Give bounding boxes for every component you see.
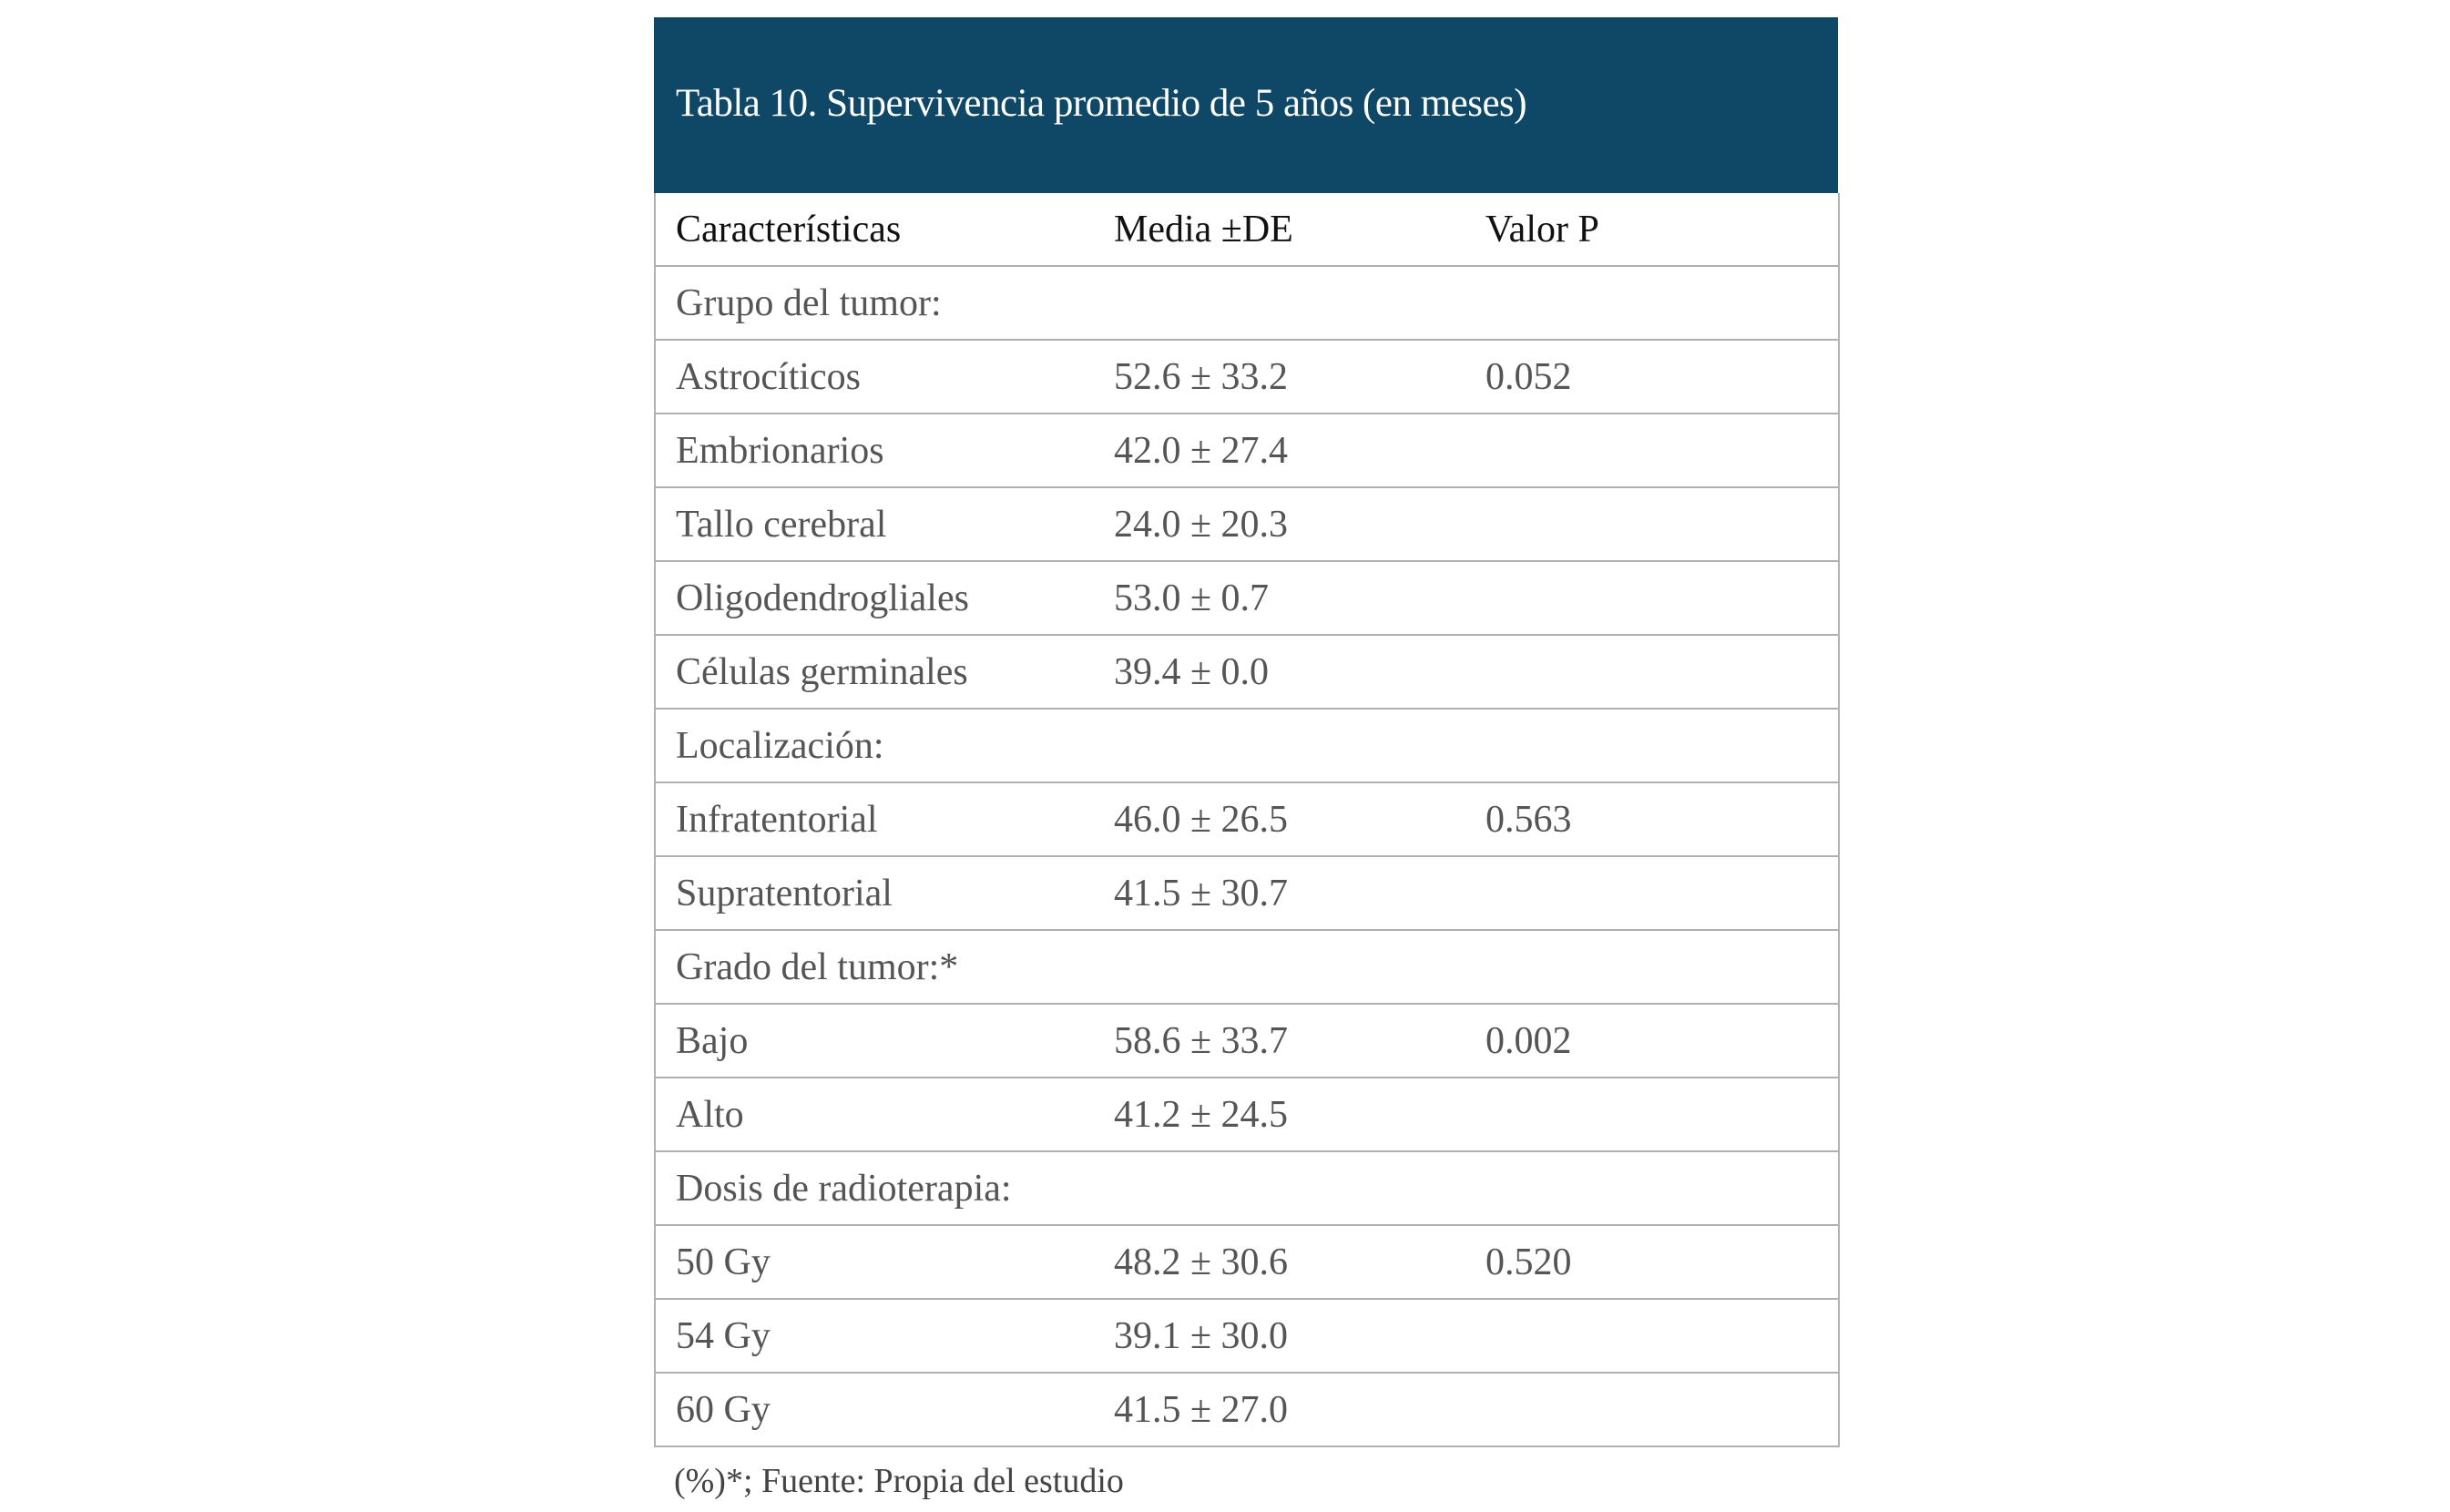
cell-p-value (1465, 414, 1839, 487)
table-row (655, 635, 1839, 709)
cell-p-value: 0.563 (1465, 782, 1839, 856)
cell-mean-sd: 24.0 ± 20.3 (1094, 487, 1465, 561)
cell-p-value (1465, 1078, 1839, 1151)
cell-characteristic: Oligodendrogliales (655, 561, 1094, 635)
cell-p-value (1465, 635, 1839, 709)
cell-characteristic: 54 Gy (655, 1299, 1094, 1373)
cell-mean-sd: 39.1 ± 30.0 (1094, 1299, 1465, 1373)
cell-mean-sd: 39.4 ± 0.0 (1094, 635, 1465, 709)
cell-mean-sd (1094, 930, 1465, 1004)
table-row (655, 782, 1839, 856)
cell-mean-sd (1094, 709, 1465, 782)
table-row (655, 930, 1839, 1004)
table-row (655, 709, 1839, 782)
cell-characteristic: Astrocíticos (655, 340, 1094, 414)
table-row (655, 1078, 1839, 1151)
cell-characteristic: Células germinales (655, 635, 1094, 709)
cell-mean-sd: 41.5 ± 27.0 (1094, 1373, 1465, 1446)
cell-characteristic: 50 Gy (655, 1225, 1094, 1299)
cell-characteristic: Dosis de radioterapia: (655, 1151, 1094, 1225)
cell-p-value (1465, 930, 1839, 1004)
table-title-bar (654, 17, 1838, 193)
table-footnote: (%)*; Fuente: Propia del estudio (674, 1462, 1124, 1500)
table-row (655, 487, 1839, 561)
table-row (655, 856, 1839, 930)
cell-mean-sd: 53.0 ± 0.7 (1094, 561, 1465, 635)
cell-p-value (1465, 561, 1839, 635)
cell-p-value (1465, 1151, 1839, 1225)
cell-mean-sd: 48.2 ± 30.6 (1094, 1225, 1465, 1299)
table-row (655, 1004, 1839, 1078)
cell-mean-sd: 46.0 ± 26.5 (1094, 782, 1465, 856)
cell-p-value (1465, 1373, 1839, 1446)
table-title: Tabla 10. Supervivencia promedio de 5 años (en meses) (676, 82, 1527, 125)
survival-table (654, 17, 1838, 1447)
cell-mean-sd: 41.5 ± 30.7 (1094, 856, 1465, 930)
cell-characteristic: Embrionarios (655, 414, 1094, 487)
cell-p-value (1465, 856, 1839, 930)
cell-p-value: 0.520 (1465, 1225, 1839, 1299)
cell-characteristic: Localización: (655, 709, 1094, 782)
cell-characteristic: Tallo cerebral (655, 487, 1094, 561)
cell-mean-sd: 58.6 ± 33.7 (1094, 1004, 1465, 1078)
header-characteristics: Características (655, 193, 1094, 266)
cell-mean-sd (1094, 266, 1465, 340)
cell-characteristic: Supratentorial (655, 856, 1094, 930)
cell-characteristic: Infratentorial (655, 782, 1094, 856)
data-table (654, 193, 1840, 1447)
header-row (655, 193, 1839, 266)
table-row (655, 414, 1839, 487)
table-row (655, 1225, 1839, 1299)
cell-mean-sd (1094, 1151, 1465, 1225)
cell-p-value (1465, 709, 1839, 782)
cell-p-value: 0.052 (1465, 340, 1839, 414)
cell-p-value: 0.002 (1465, 1004, 1839, 1078)
cell-characteristic: 60 Gy (655, 1373, 1094, 1446)
header-mean-sd: Media ±DE (1094, 193, 1465, 266)
cell-mean-sd: 52.6 ± 33.2 (1094, 340, 1465, 414)
cell-characteristic: Alto (655, 1078, 1094, 1151)
table-row (655, 340, 1839, 414)
table-row (655, 266, 1839, 340)
cell-mean-sd: 42.0 ± 27.4 (1094, 414, 1465, 487)
table-row (655, 1299, 1839, 1373)
table-row (655, 1151, 1839, 1225)
cell-p-value (1465, 266, 1839, 340)
cell-characteristic: Grupo del tumor: (655, 266, 1094, 340)
cell-characteristic: Grado del tumor:* (655, 930, 1094, 1004)
cell-p-value (1465, 487, 1839, 561)
table-row (655, 1373, 1839, 1446)
cell-characteristic: Bajo (655, 1004, 1094, 1078)
cell-mean-sd: 41.2 ± 24.5 (1094, 1078, 1465, 1151)
header-p-value: Valor P (1465, 193, 1839, 266)
table-row (655, 561, 1839, 635)
cell-p-value (1465, 1299, 1839, 1373)
